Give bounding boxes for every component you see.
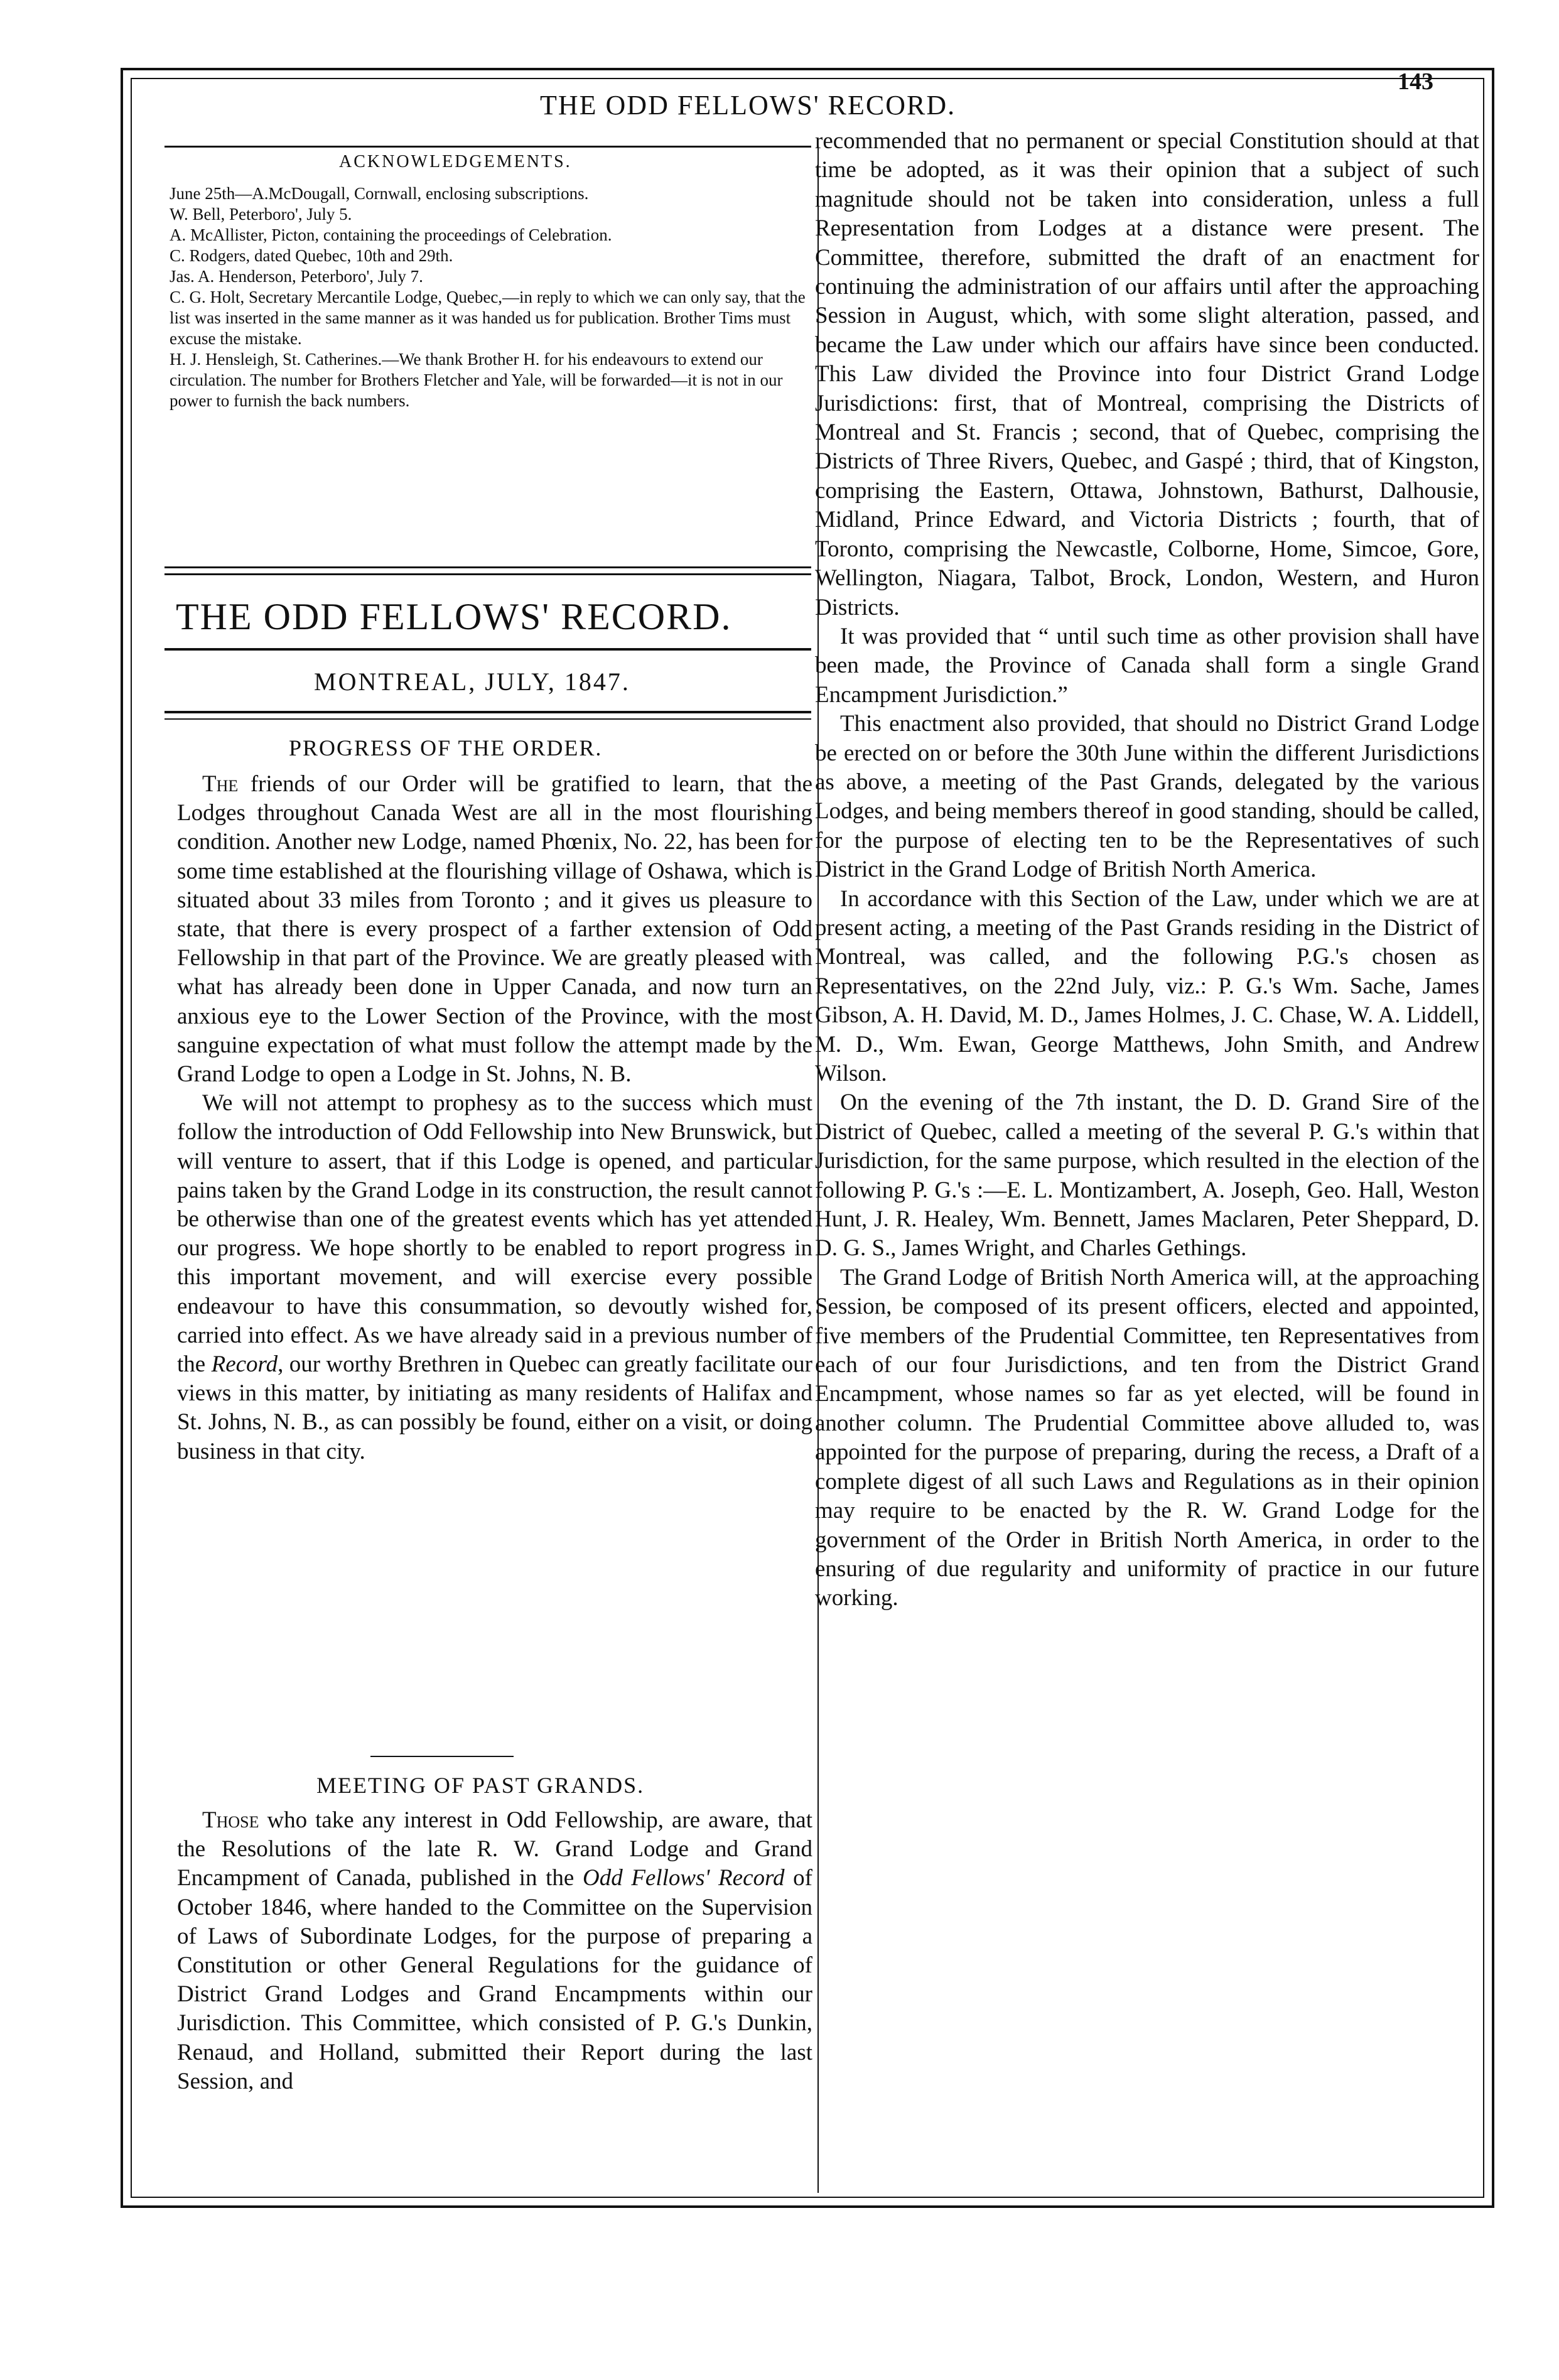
progress-paragraph-2 <box>177 1089 812 1466</box>
masthead-rule <box>165 648 811 651</box>
paragraph: On the evening of the 7th instant, the D. D. Grand Sire of the District of Quebec, called a meeting of the several P. G.'s within that Jurisdiction, for the same purpose, which resulted in the election of the following P. G.'s :—E. L. Montizambert, A. Joseph, Geo. Hall, Weston Hunt, J. R. Healey, Wm. Bennett, James Maclaren, Peter Sheppard, D. D. G. S., James Wright, and Charles Gethings. <box>815 1090 1479 1262</box>
top-rule <box>165 146 811 148</box>
running-title: THE ODD FELLOWS' RECORD. <box>540 90 956 121</box>
meeting-article <box>177 1806 812 2096</box>
meeting-paragraph-1 <box>177 1806 812 2096</box>
paragraph: It was provided that “ until such time as other provision shall have been made, the Province of Canada shall form a single Grand Encampment Jurisdiction.” <box>815 623 1479 708</box>
progress-heading: PROGRESS OF THE ORDER. <box>289 735 603 760</box>
progress-paragraph-1 <box>177 770 812 1089</box>
paragraph: In accordance with this Section of the Law, under which we are at present acting, a meeting of the Past Grands residing in the District of Montreal, was called, and the following P.G.'s chosen as Representatives, on the 22nd July, viz.: P. G.'s Wm. Sache, James Gibson, A. H. David, M. D., James Holmes, J. C. Chase, W. A. Liddell, M. D., Wm. Ewan, George Matthews, John Smith, and Andrew Wilson. <box>815 885 1479 1086</box>
ack-entry: H. J. Hensleigh, St. Catherines.—We thank Brother H. for his endeavours to extend our circulation. The number for Brothers Fletcher and Yale, will be forwarded—it is not in our power to furnish the back numbers. <box>170 350 783 410</box>
continued-paragraph: recommended that no permanent or special Constitution should at that time be adopted, as it was their opinion that a subject of such magnitude should not be taken into consideration, unless a full Representation from Lodges at a distance were present. The Committee, therefore, submitted the draft of an enactment for continuing the administration of our affairs until after the approaching Session in August, which, with some slight alteration, passed, and became the Law under which our affairs have since been conducted. This Law divided the Province into four District Grand Lodge Jurisdictions: first, that of Montreal, comprising the Districts of Montreal and St. Francis ; second, that of Quebec, comprising the Districts of Three Rivers, Quebec, and Gaspé ; third, that of Kingston, comprising the Eastern, Ottawa, Johnstown, Bathurst, Dalhousie, Midland, Prince Edward, and Victoria Districts ; fourth, that of Toronto, comprising the Newcastle, Colborne, Home, Simcoe, Gore, Wellington, Niagara, Talbot, Brock, London, Western, and Huron Districts. <box>815 128 1479 620</box>
paragraph-text: of October 1846, where handed to the Committee on the Supervision of Laws of Subordinate Lodges, for the purpose of preparing a Constitution or other General Regulations for the guidance of District Grand Lodges and Grand Encampments within our Jurisdiction. This Committee, which consisted of P. G.'s Dunkin, Renaud, and Holland, submitted their Report during the last Session, and <box>177 1865 812 2094</box>
ack-entry: Jas. A. Henderson, Peterboro', July 7. <box>170 267 423 286</box>
paragraph-text: who take any interest in Odd Fellowship, are aware, that the Resolutions of the late R. W. Grand Lodge and Grand Encampment of Canada, published in the <box>177 1807 812 1891</box>
ack-entry: W. Bell, Peterboro', July 5. <box>170 205 352 224</box>
publication-name: Odd Fellows' Record <box>582 1865 785 1891</box>
ack-entry: A. McAllister, Picton, containing the proceedings of Celebration. <box>170 225 612 244</box>
paragraph: The Grand Lodge of British North America will, at the approaching Session, be composed of its present officers, elected and appointed, five members of the Prudential Committee, ten Representatives from each of our four Jurisdictions, and ten from the District Grand Encampment, whose names so far as yet elected, will be found in another column. The Prudential Committee above alluded to, was appointed for the purpose of preparing, during the recess, a Draft of a complete digest of all such Laws and Regulations as in their opinion may require to be enacted by the R. W. Grand Lodge for the government of the Order in British North America, in order to the ensuring of due regularity and uniformity of practice in our future working. <box>815 1264 1479 1611</box>
acknowledgements-heading: ACKNOWLEDGEMENTS. <box>339 152 572 171</box>
double-rule <box>165 566 811 575</box>
publication-name: Record <box>211 1351 278 1378</box>
ack-entry: June 25th—A.McDougall, Cornwall, enclosing subscriptions. <box>170 184 589 203</box>
masthead-title: THE ODD FELLOWS' RECORD. <box>176 596 732 637</box>
paragraph-text: friends of our Order will be gratified to learn, that the Lodges throughout Canada West are all in the most flourishing condition. Another new Lodge, named Phœnix, No. 22, has been for some time established at the flourishing village of Oshawa, which is situated about 33 miles from Toronto ; and it gives us pleasure to state, that there is every prospect of a farther extension of Odd Fellowship in that part of the Province. We are greatly pleased with what has already been done in Upper Canada, and now turn an anxious eye to the Lower Section of the Province, with the most sanguine expectation of what must follow the attempt made by the Grand Lodge to open a Lodge in St. Johns, N. B. <box>177 771 812 1088</box>
ack-entry: C. Rodgers, dated Quebec, 10th and 29th. <box>170 246 453 265</box>
paragraph: This enactment also provided, that should no District Grand Lodge be erected on or before the 30th June within the different Jurisdictions as above, a meeting of the Past Grands, delegated by the various Lodges, and being members thereof in good standing, should be called, for the purpose of electing ten to be the Representatives of such District in the Grand Lodge of British North America. <box>815 711 1479 883</box>
meeting-heading: MEETING OF PAST GRANDS. <box>316 1773 645 1798</box>
dateline: MONTREAL, JULY, 1847. <box>314 668 630 696</box>
drop-lead: The <box>202 771 239 797</box>
progress-article <box>177 770 812 1466</box>
drop-lead: Those <box>202 1807 259 1833</box>
page-number: 143 <box>1398 68 1433 95</box>
ack-entry: C. G. Holt, Secretary Mercantile Lodge, Quebec,—in reply to which we can only say, that the list was inserted in the same manner as it was handed us for publication. Brother Tims must excuse the mistake. <box>170 288 806 348</box>
paragraph-text: , our worthy Brethren in Quebec can greatly facilitate our views in this matter, by initiating as many residents of Halifax and St. Johns, N. B., as can possibly be found, either on a visit, or doing business in that city. <box>177 1351 812 1464</box>
acknowledgements-list <box>170 183 810 411</box>
right-column-article <box>815 127 1479 1613</box>
paragraph-text: We will not attempt to prophesy as to the success which must follow the introduction of Odd Fellowship into New Brunswick, but will venture to assert, that if this Lodge is opened, and particular pains taken by the Grand Lodge in its construction, the result cannot be otherwise than one of the greatest events which has yet attended our progress. We hope shortly to be enabled to report progress in this important movement, and will exercise every possible endeavour to have this consummation, so devoutly wished for, carried into effect. As we have already said in a previous number of the <box>177 1090 812 1378</box>
masthead-double-rule <box>165 711 811 720</box>
section-divider <box>370 1756 514 1757</box>
